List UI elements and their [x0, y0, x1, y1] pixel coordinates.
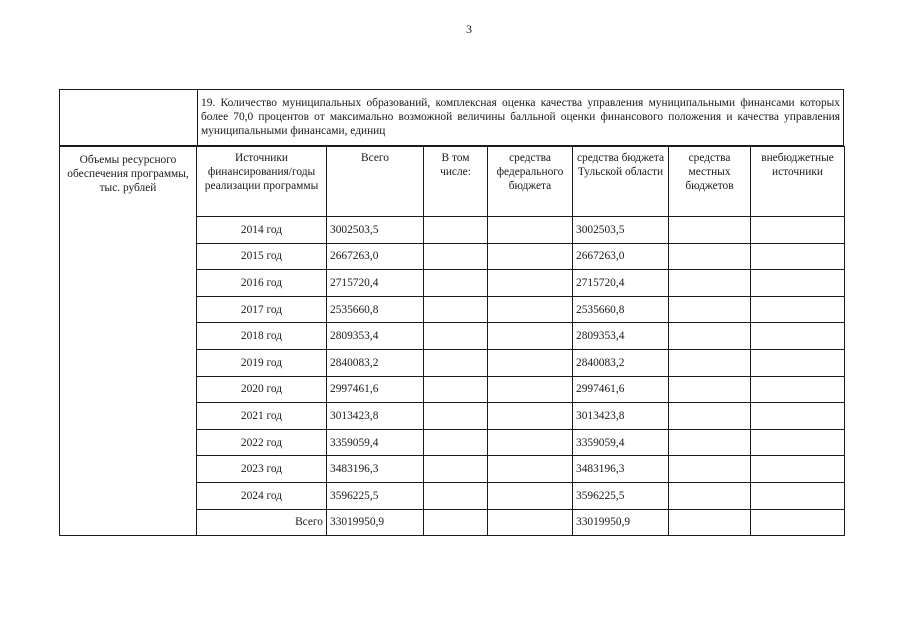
table-row: [60, 349, 845, 376]
regional-cell: 2667263,0: [573, 243, 669, 270]
resource-table: [59, 146, 845, 536]
table-row: [60, 323, 845, 350]
including-cell: [424, 403, 488, 430]
extrabudget-cell: [751, 296, 845, 323]
total-cell: 3359059,4: [327, 429, 424, 456]
table-row: [60, 217, 845, 244]
year-cell: 2018 год: [197, 323, 327, 350]
local-cell: [669, 270, 751, 297]
year-cell: 2020 год: [197, 376, 327, 403]
regional-cell: 2715720,4: [573, 270, 669, 297]
indicator-divider: [197, 90, 198, 145]
header-federal: средства федерального бюджета: [488, 147, 573, 217]
total-cell: 3596225,5: [327, 482, 424, 509]
label-column-cell: [60, 376, 197, 403]
year-cell: 2024 год: [197, 482, 327, 509]
regional-cell: 2997461,6: [573, 376, 669, 403]
extrabudget-cell: [751, 243, 845, 270]
label-column-cell: [60, 296, 197, 323]
label-column-cell: [60, 456, 197, 483]
regional-cell: 3596225,5: [573, 482, 669, 509]
table-row: [60, 243, 845, 270]
header-regional: средства бюджета Тульской области: [573, 147, 669, 217]
federal-cell: [488, 270, 573, 297]
label-column-cell: [60, 323, 197, 350]
regional-cell: 3002503,5: [573, 217, 669, 244]
regional-cell: 3013423,8: [573, 403, 669, 430]
table-row: [60, 403, 845, 430]
label-column-cell: [60, 509, 197, 536]
federal-cell: [488, 376, 573, 403]
extrabudget-cell: [751, 270, 845, 297]
table-row: [60, 456, 845, 483]
header-local: средства местных бюджетов: [669, 147, 751, 217]
indicator-row: [59, 89, 844, 146]
regional-cell: 2535660,8: [573, 296, 669, 323]
federal-cell: [488, 429, 573, 456]
local-cell: [669, 243, 751, 270]
label-column-cell: [60, 482, 197, 509]
label-column-cell: [60, 403, 197, 430]
table-row: [60, 376, 845, 403]
local-cell: [669, 296, 751, 323]
local-cell: [669, 323, 751, 350]
local-cell: [669, 482, 751, 509]
local-cell: [669, 217, 751, 244]
total-label-cell: Всего: [197, 509, 327, 536]
regional-cell: 3359059,4: [573, 429, 669, 456]
federal-cell: [488, 349, 573, 376]
year-cell: 2014 год: [197, 217, 327, 244]
total-cell: 3483196,3: [327, 456, 424, 483]
regional-cell: 3483196,3: [573, 456, 669, 483]
header-total: Всего: [327, 147, 424, 217]
extrabudget-cell: [751, 217, 845, 244]
year-cell: 2022 год: [197, 429, 327, 456]
label-column-cell: [60, 243, 197, 270]
extrabudget-cell: [751, 349, 845, 376]
local-cell: [669, 456, 751, 483]
year-cell: 2019 год: [197, 349, 327, 376]
total-cell: 2809353,4: [327, 323, 424, 350]
year-cell: 2015 год: [197, 243, 327, 270]
total-cell: 3013423,8: [327, 403, 424, 430]
local-cell: [669, 429, 751, 456]
local-cell: [669, 376, 751, 403]
regional-cell: 2809353,4: [573, 323, 669, 350]
local-cell: [669, 403, 751, 430]
federal-cell: [488, 456, 573, 483]
including-cell: [424, 243, 488, 270]
extrabudget-cell: [751, 456, 845, 483]
including-cell: [424, 323, 488, 350]
extrabudget-cell: [751, 429, 845, 456]
including-cell: [424, 456, 488, 483]
including-cell: [424, 429, 488, 456]
federal-cell: [488, 243, 573, 270]
page-number: 3: [466, 22, 472, 36]
table-header-row: [60, 147, 845, 217]
including-cell: [424, 482, 488, 509]
row-label: Объемы ресурсного обеспечения программы, тыс. рублей: [60, 147, 197, 217]
including-cell: [424, 217, 488, 244]
table-row: [60, 270, 845, 297]
extrabudget-cell: [751, 376, 845, 403]
federal-cell: [488, 296, 573, 323]
label-column-cell: [60, 217, 197, 244]
total-cell: 2840083,2: [327, 349, 424, 376]
extrabudget-cell: [751, 482, 845, 509]
table-total-row: [60, 509, 845, 536]
including-cell: [424, 509, 488, 536]
including-cell: [424, 296, 488, 323]
including-cell: [424, 349, 488, 376]
header-including: В том числе:: [424, 147, 488, 217]
indicator-text: 19. Количество муниципальных образований, комплексная оценка качества управления муниципальными финансами которых более 70,0 процентов от максимально возможной величины балльной оценки финансового положения и качества управления муниципальными финансами, единиц: [201, 97, 840, 137]
label-column-cell: [60, 429, 197, 456]
federal-cell: [488, 509, 573, 536]
header-extrabudget: внебюджетные источники: [751, 147, 845, 217]
total-cell: 3002503,5: [327, 217, 424, 244]
year-cell: 2023 год: [197, 456, 327, 483]
extrabudget-cell: [751, 403, 845, 430]
total-cell: 2715720,4: [327, 270, 424, 297]
total-cell: 2667263,0: [327, 243, 424, 270]
label-column-cell: [60, 349, 197, 376]
local-cell: [669, 349, 751, 376]
regional-grand-total-cell: 33019950,9: [573, 509, 669, 536]
extrabudget-cell: [751, 323, 845, 350]
extrabudget-cell: [751, 509, 845, 536]
label-column-cell: [60, 270, 197, 297]
federal-cell: [488, 323, 573, 350]
federal-cell: [488, 403, 573, 430]
year-cell: 2016 год: [197, 270, 327, 297]
grand-total-cell: 33019950,9: [327, 509, 424, 536]
including-cell: [424, 270, 488, 297]
table-row: [60, 429, 845, 456]
federal-cell: [488, 217, 573, 244]
table-row: [60, 482, 845, 509]
year-cell: 2017 год: [197, 296, 327, 323]
total-cell: 2535660,8: [327, 296, 424, 323]
federal-cell: [488, 482, 573, 509]
header-sources: Источники финансирования/годы реализации программы: [197, 147, 327, 217]
total-cell: 2997461,6: [327, 376, 424, 403]
table-row: [60, 296, 845, 323]
including-cell: [424, 376, 488, 403]
year-cell: 2021 год: [197, 403, 327, 430]
local-cell: [669, 509, 751, 536]
regional-cell: 2840083,2: [573, 349, 669, 376]
